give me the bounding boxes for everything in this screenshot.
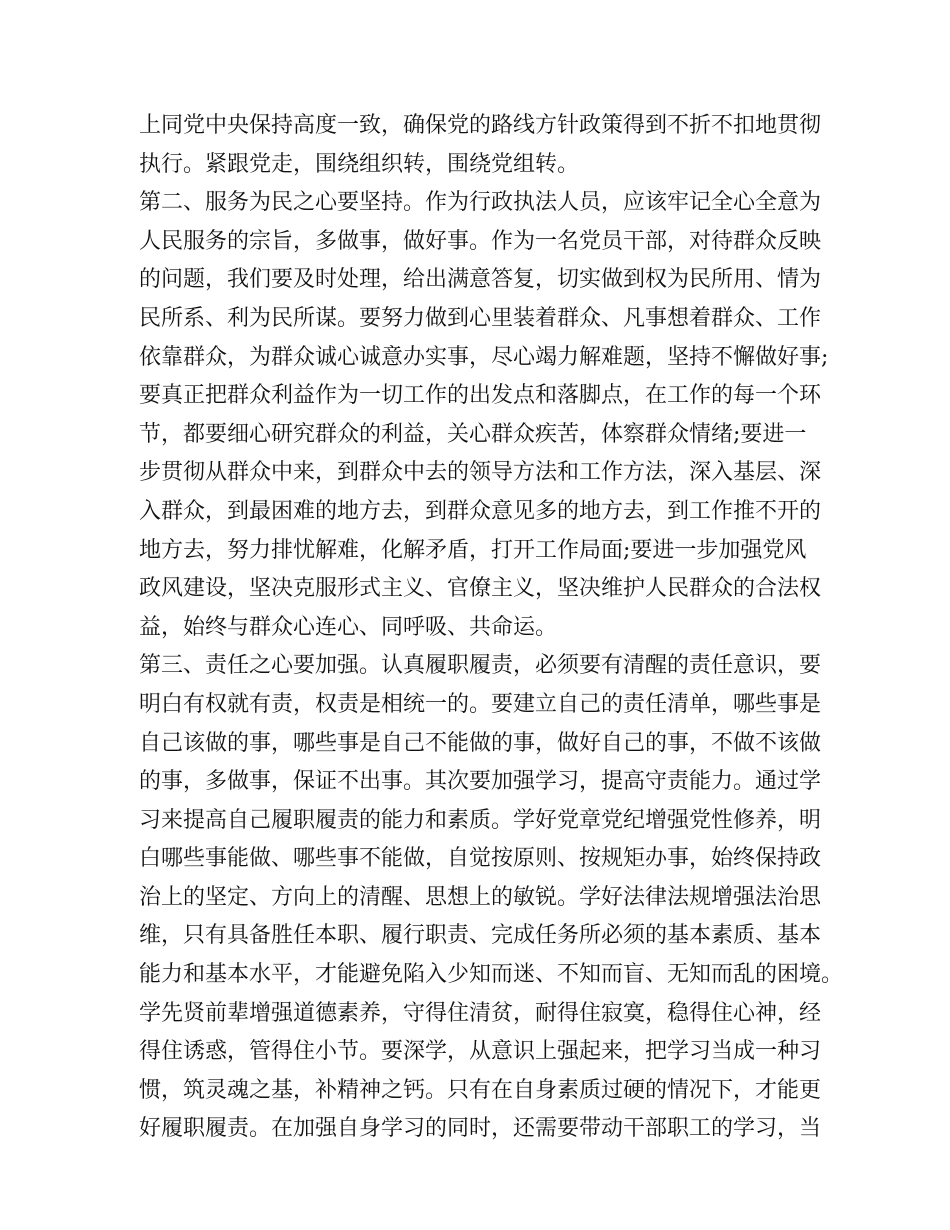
text-line: 入群众，到最困难的地方去，到群众意见多的地方去，到工作推不开的 [139,498,822,524]
text-line: 惯，筑灵魂之基，补精神之钙。只有在自身素质过硬的情况下，才能更 [139,1077,822,1103]
text-line: 维，只有具备胜任本职、履行职责、完成任务所必须的基本素质、基本 [139,923,822,949]
text-line: 人民服务的宗旨，多做事，做好事。作为一名党员干部，对待群众反映 [139,228,822,254]
text-line: 治上的坚定、方向上的清醒、思想上的敏锐。学好法律法规增强法治思 [139,884,822,910]
text-line: 得住诱惑，管得住小节。要深学，从意识上强起来，把学习当成一种习 [139,1039,822,1065]
text-line: 自己该做的事，哪些事是自己不能做的事，做好自己的事，不做不该做 [139,730,822,756]
text-line: 依靠群众，为群众诚心诚意办实事，尽心竭力解难题，坚持不懈做好事; [139,344,829,370]
text-line: 要真正把群众利益作为一切工作的出发点和落脚点，在工作的每一个环 [139,383,822,409]
document-body [139,107,844,1149]
text-line: 政风建设，坚决克服形式主义、官僚主义，坚决维护人民群众的合法权 [139,576,822,602]
text-line: 学先贤前辈增强道德素养，守得住清贫，耐得住寂寞，稳得住心神，经 [139,1000,822,1026]
text-line: 白哪些事能做、哪些事不能做，自觉按原则、按规矩办事，始终保持政 [139,846,822,872]
text-line: 的问题，我们要及时处理，给出满意答复，切实做到权为民所用、情为 [139,267,822,293]
text-line: 好履职履责。在加强自身学习的同时，还需要带动干部职工的学习，当 [139,1116,822,1142]
text-line: 民所系、利为民所谋。要努力做到心里装着群众、凡事想着群众、工作 [139,305,822,331]
text-line: 习来提高自己履职履责的能力和素质。学好党章党纪增强党性修养，明 [139,807,822,833]
text-line: 地方去，努力排忧解难，化解矛盾，打开工作局面;要进一步加强党风 [139,537,807,563]
text-line: 明白有权就有责，权责是相统一的。要建立自己的责任清单，哪些事是 [139,691,822,717]
text-line: 上同党中央保持高度一致，确保党的路线方针政策得到不折不扣地贯彻 [139,113,822,138]
text-line: 益，始终与群众心连心、同呼吸、共命运。 [139,614,558,640]
text-line: 第二、服务为民之心要坚持。作为行政执法人员，应该牢记全心全意为 [139,190,822,216]
text-line: 第三、责任之心要加强。认真履职履责，必须要有清醒的责任意识，要 [139,653,822,679]
text-line: 能力和基本水平，才能避免陷入少知而迷、不知而盲、无知而乱的困境。 [139,962,844,988]
text-line: 的事，多做事，保证不出事。其次要加强学习，提高守责能力。通过学 [139,769,822,795]
text-line: 步贯彻从群众中来，到群众中去的领导方法和工作方法，深入基层、深 [139,460,822,486]
text-line: 节，都要细心研究群众的利益，关心群众疾苦，体察群众情绪;要进一 [139,421,807,447]
text-line: 执行。紧跟党走，围绕组织转，围绕党组转。 [139,151,580,177]
